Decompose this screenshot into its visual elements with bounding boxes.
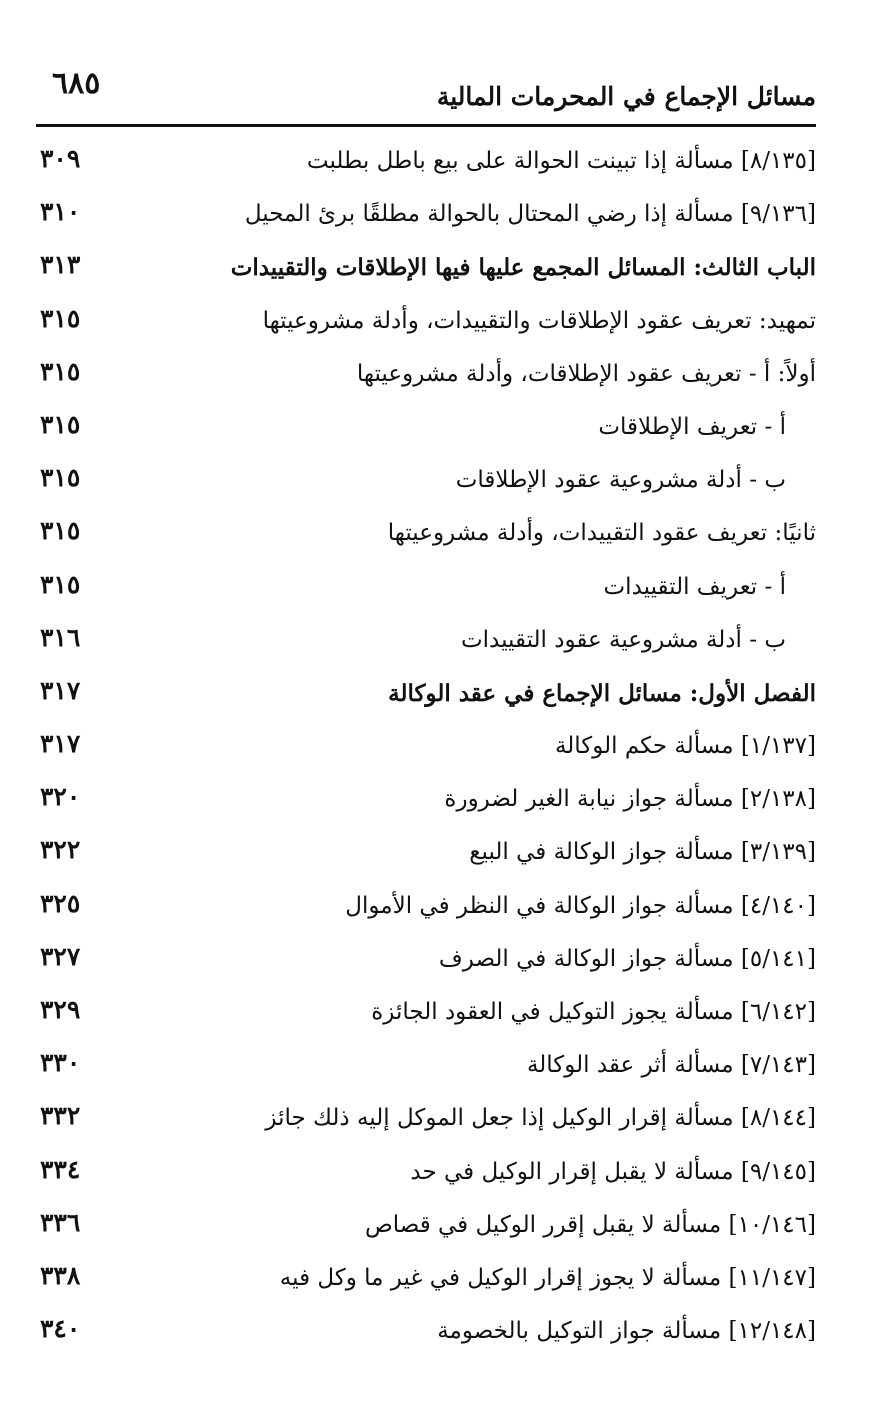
toc-entry-text: [١٠/١٤٦] مسألة لا يقبل إقرر الوكيل في قصاص bbox=[364, 1211, 816, 1238]
page-header bbox=[36, 62, 816, 124]
toc-entry bbox=[30, 300, 816, 353]
toc-page-number: ٣١٥ bbox=[40, 356, 81, 386]
toc-entry bbox=[30, 193, 816, 246]
toc-page-number: ٣٢٩ bbox=[40, 995, 81, 1024]
toc-heading-text: الفصل الأول: مسائل الإجماع في عقد الوكالة bbox=[388, 679, 816, 707]
toc-page-number: ٣١٥ bbox=[40, 303, 81, 333]
toc-entry bbox=[30, 353, 816, 406]
toc-page-number: ٣٢٧ bbox=[40, 941, 81, 971]
toc-entry-text: أ - تعريف التقييدات bbox=[603, 573, 786, 600]
toc-entry-text: [٣/١٣٩] مسألة جواز الوكالة في البيع bbox=[469, 839, 816, 866]
toc-entry bbox=[30, 1204, 816, 1257]
toc-entry-text: ثانيًا: تعريف عقود التقييدات، وأدلة مشروعيتها bbox=[387, 520, 816, 547]
toc-entry-text: [٨/١٣٥] مسألة إذا تبينت الحوالة على بيع باطل بطلبت bbox=[306, 148, 816, 174]
toc-entry bbox=[30, 140, 816, 193]
toc-page-number: ٣٣٤ bbox=[40, 1154, 81, 1184]
toc-entry bbox=[30, 512, 816, 565]
toc-entry bbox=[30, 672, 816, 725]
toc-page-number: ٣١٥ bbox=[40, 569, 81, 599]
toc-page-number: ٣٣٠ bbox=[40, 1048, 81, 1078]
toc-entry bbox=[30, 1310, 816, 1363]
toc-page-number: ٣١٥ bbox=[40, 463, 81, 493]
header-rule bbox=[36, 124, 816, 127]
toc-entry bbox=[30, 566, 816, 619]
toc-entry-text: ب - أدلة مشروعية عقود التقييدات bbox=[460, 626, 786, 653]
table-of-contents bbox=[30, 140, 816, 1363]
page-number: ٦٨٥ bbox=[52, 66, 101, 101]
toc-entry bbox=[30, 938, 816, 991]
toc-entry bbox=[30, 1044, 816, 1097]
toc-entry bbox=[30, 459, 816, 512]
toc-entry bbox=[30, 725, 816, 778]
toc-page-number: ٣٣٦ bbox=[40, 1207, 81, 1237]
toc-entry-text: [١/١٣٧] مسألة حكم الوكالة bbox=[554, 733, 816, 760]
toc-page-number: ٣١٦ bbox=[40, 622, 81, 652]
toc-entry-text: [١٢/١٤٨] مسألة جواز التوكيل بالخصومة bbox=[437, 1318, 816, 1345]
toc-page-number: ٣١٧ bbox=[40, 729, 81, 759]
toc-entry bbox=[30, 619, 816, 672]
toc-entry bbox=[30, 246, 816, 299]
toc-entry-text: [٤/١٤٠] مسألة جواز الوكالة في النظر في الأموال bbox=[345, 892, 816, 919]
toc-entry-text: [٩/١٣٦] مسألة إذا رضي المحتال بالحوالة مطلقًا برئ المحيل bbox=[244, 201, 816, 228]
toc-entry bbox=[30, 1151, 816, 1204]
toc-entry bbox=[30, 831, 816, 884]
toc-entry bbox=[30, 406, 816, 459]
toc-page-number: ٣١٧ bbox=[40, 675, 81, 705]
toc-entry-text: أولاً: أ - تعريف عقود الإطلاقات، وأدلة مشروعيتها bbox=[356, 360, 816, 387]
toc-page-number: ٣٤٠ bbox=[40, 1314, 81, 1344]
toc-entry-text: تمهيد: تعريف عقود الإطلاقات والتقييدات، وأدلة مشروعيتها bbox=[262, 307, 816, 334]
toc-entry bbox=[30, 1097, 816, 1150]
toc-entry-text: [٨/١٤٤] مسألة إقرار الوكيل إذا جعل الموكل إليه ذلك جائز bbox=[265, 1105, 816, 1132]
toc-entry-text: ب - أدلة مشروعية عقود الإطلاقات bbox=[455, 467, 786, 494]
toc-entry bbox=[30, 885, 816, 938]
toc-entry-text: [٢/١٣٨] مسألة جواز نيابة الغير لضرورة bbox=[444, 786, 816, 813]
toc-page-number: ٣١٥ bbox=[40, 516, 81, 546]
toc-entry bbox=[30, 991, 816, 1044]
toc-entry-text: [٩/١٤٥] مسألة لا يقبل إقرار الوكيل في حد bbox=[410, 1158, 816, 1185]
running-title: مسائل الإجماع في المحرمات المالية bbox=[436, 82, 816, 111]
toc-page-number: ٣٢٥ bbox=[40, 888, 81, 918]
toc-page-number: ٣٣٨ bbox=[40, 1260, 81, 1290]
toc-page-number: ٣٢٢ bbox=[40, 835, 81, 865]
toc-entry bbox=[30, 778, 816, 831]
toc-entry-text: أ - تعريف الإطلاقات bbox=[598, 413, 786, 440]
toc-page-number: ٣١٥ bbox=[40, 409, 81, 439]
toc-entry-text: [٦/١٤٢] مسألة يجوز التوكيل في العقود الجائزة bbox=[371, 999, 816, 1025]
toc-entry-text: [١١/١٤٧] مسألة لا يجوز إقرار الوكيل في غير ما وكل فيه bbox=[279, 1264, 816, 1291]
toc-heading-text: الباب الثالث: المسائل المجمع عليها فيها الإطلاقات والتقييدات bbox=[230, 254, 816, 282]
toc-entry bbox=[30, 1257, 816, 1310]
toc-page-number: ٣٣٢ bbox=[40, 1101, 81, 1131]
toc-page-number: ٣١٣ bbox=[40, 250, 81, 280]
toc-entry-text: [٧/١٤٣] مسألة أثر عقد الوكالة bbox=[526, 1052, 816, 1079]
toc-page-number: ٣٢٠ bbox=[40, 782, 81, 812]
toc-page-number: ٣٠٩ bbox=[40, 144, 81, 173]
toc-entry-text: [٥/١٤١] مسألة جواز الوكالة في الصرف bbox=[438, 945, 816, 972]
toc-page-number: ٣١٠ bbox=[40, 197, 81, 227]
